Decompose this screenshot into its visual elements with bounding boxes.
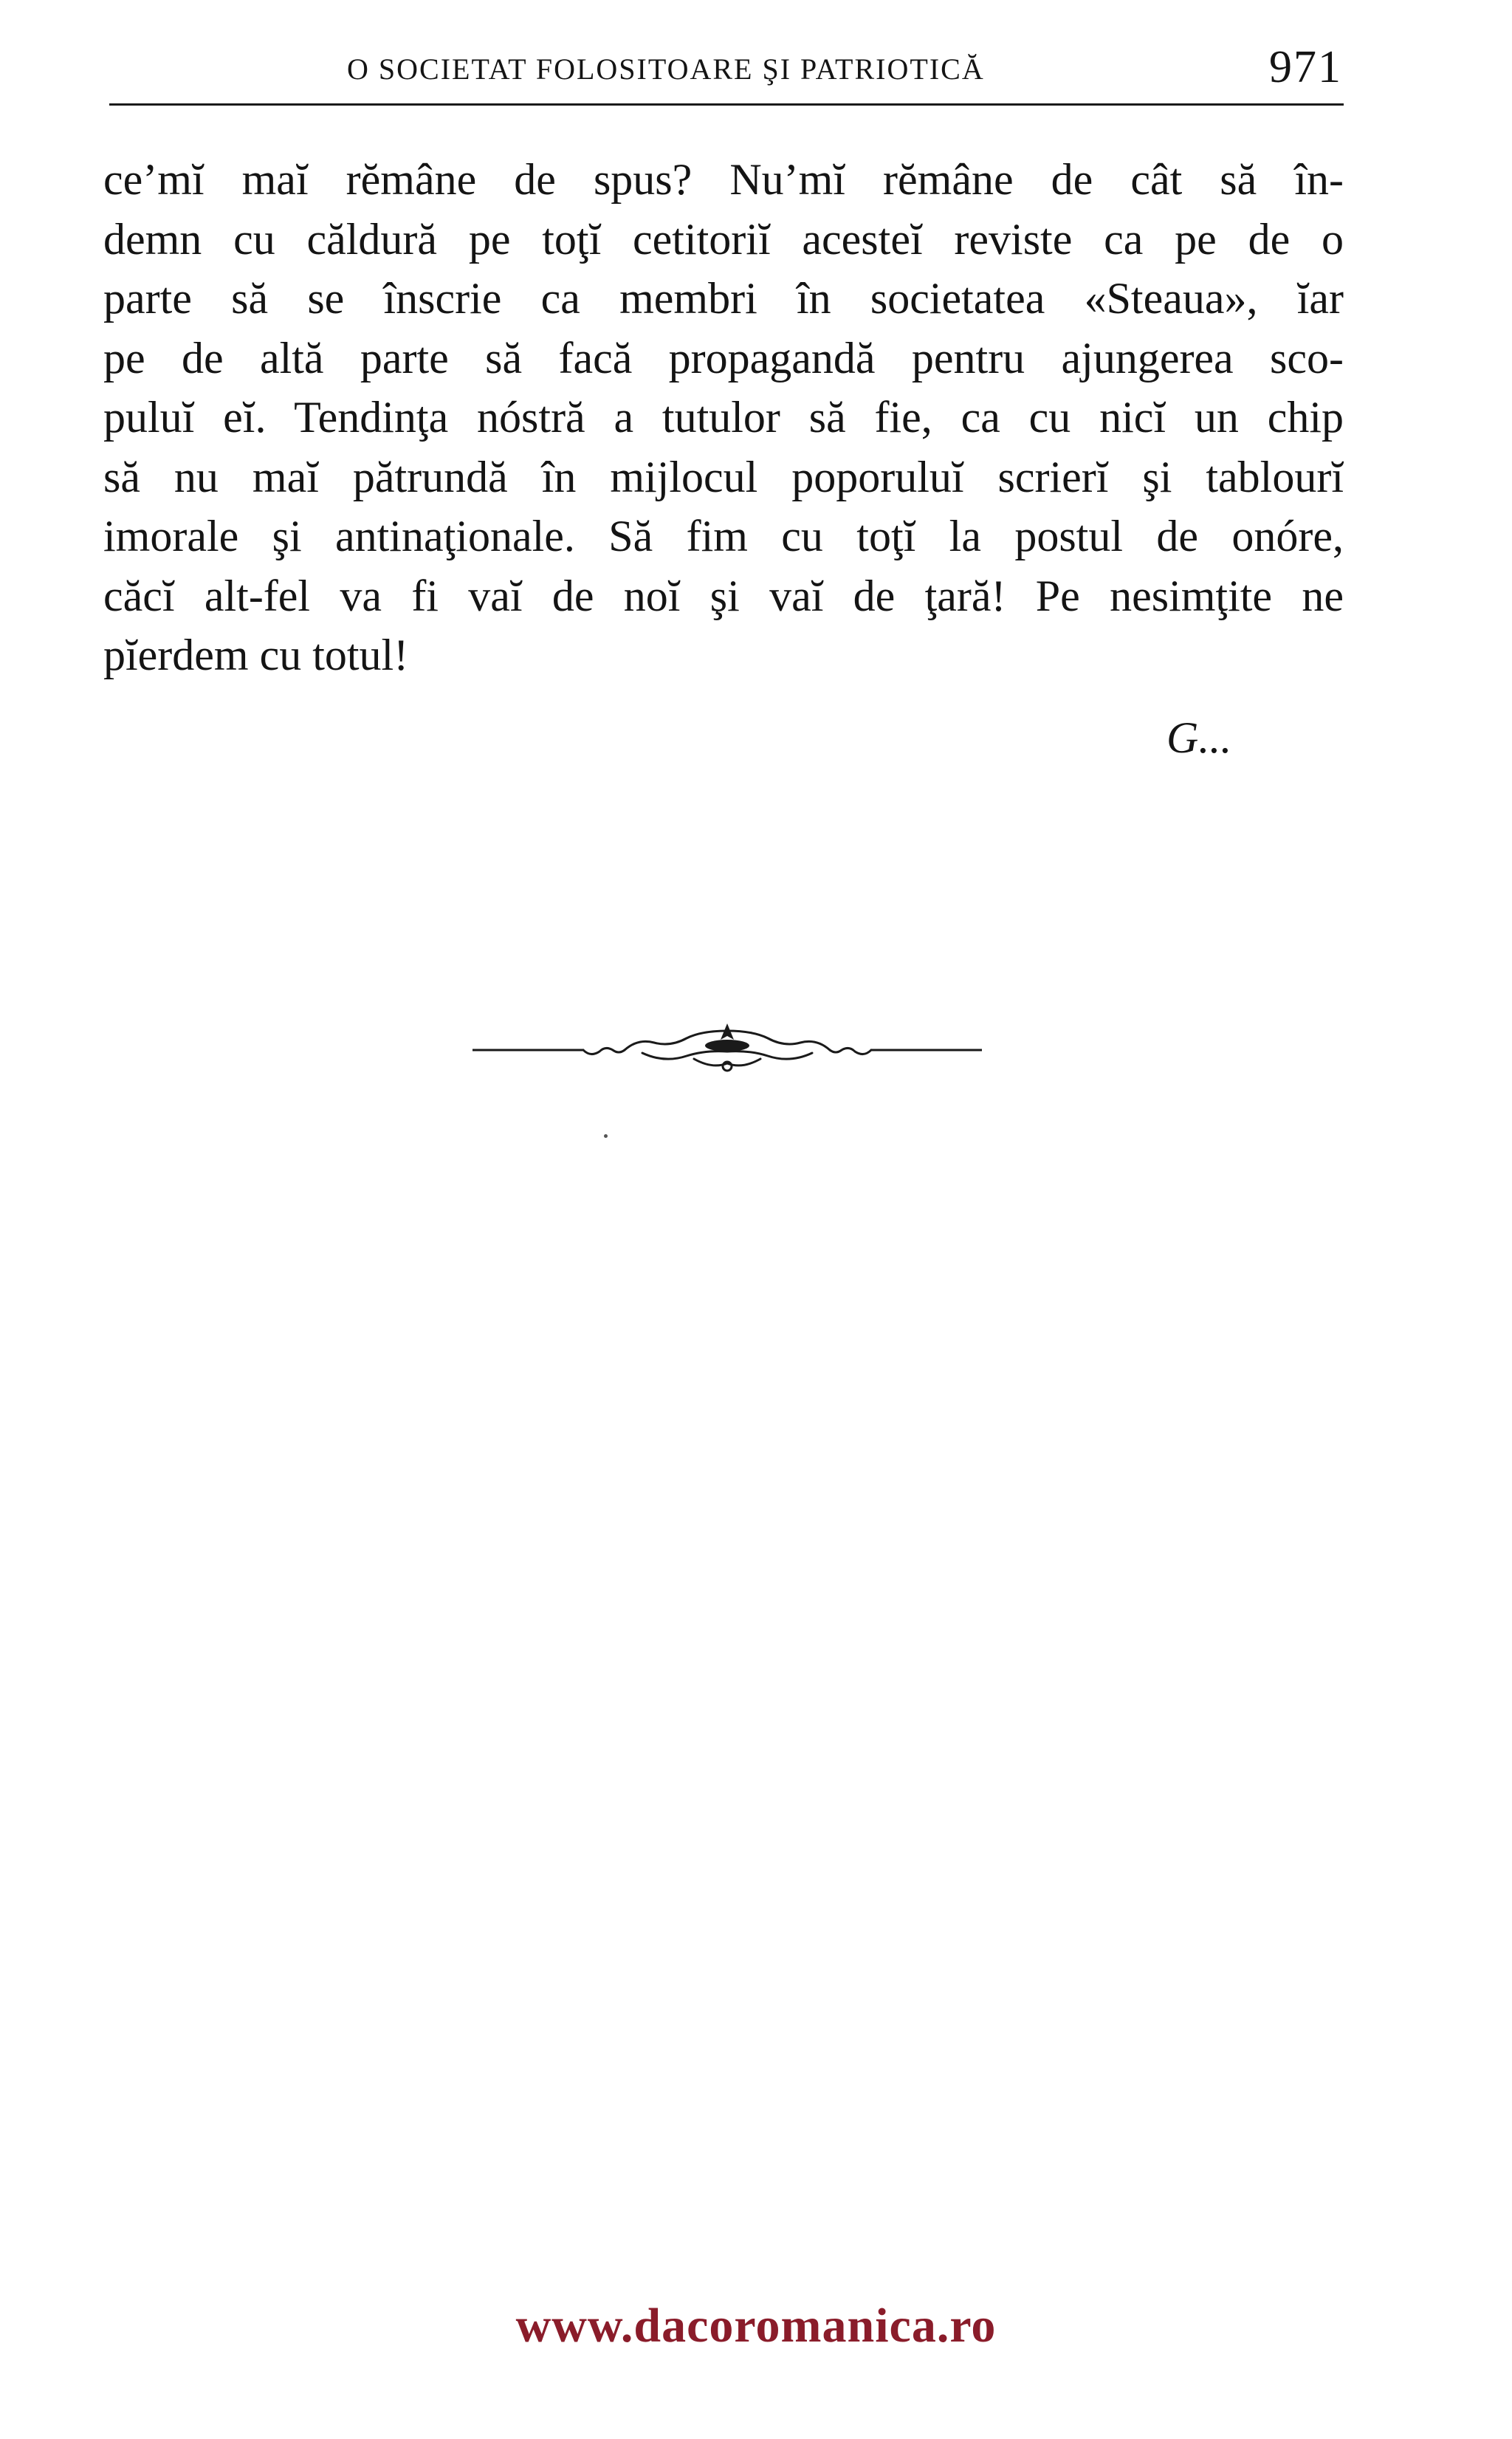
text-line: parte să se înscrie ca membri în societatea «Steaua», ĭar [103, 274, 1344, 323]
text-line: căcĭ alt-fel va fi vaĭ de noĭ şi vaĭ de ţară! Pe nesimţite ne [103, 571, 1344, 620]
author-signature: G... [1166, 713, 1232, 762]
body-paragraph [103, 150, 1344, 685]
print-speck [604, 1134, 608, 1138]
text-line: puluĭ eĭ. Tendinţa nóstră a tutulor să fie, ca cu nicĭ un chip [103, 393, 1344, 442]
text-line: pĭerdem cu totul! [103, 631, 409, 679]
text-line: să nu maĭ pătrundă în mijlocul poporuluĭ scrierĭ şi tablourĭ [103, 452, 1344, 501]
text-line: demn cu căldură pe toţĭ cetitoriĭ acesteĭ reviste ca pe de o [103, 214, 1344, 264]
text-line: imorale şi antinaţionale. Să fim cu toţĭ la postul de onóre, [103, 512, 1344, 560]
text-line: ce’mĭ maĭ rĕmâne de spus? Nu’mĭ rĕmâne de cât să în- [103, 155, 1344, 204]
text-line: pe de altă parte să facă propagandă pentru ajungerea sco- [103, 333, 1344, 383]
page-header [103, 35, 1344, 106]
page-number: 971 [1269, 42, 1342, 92]
ornament-divider-icon [472, 1018, 982, 1077]
watermark-url: www.dacoromanica.ro [515, 2299, 997, 2353]
running-title: O SOCIETAT FOLOSITOARE ŞI PATRIOTICĂ [347, 52, 985, 86]
header-rule [109, 103, 1344, 106]
